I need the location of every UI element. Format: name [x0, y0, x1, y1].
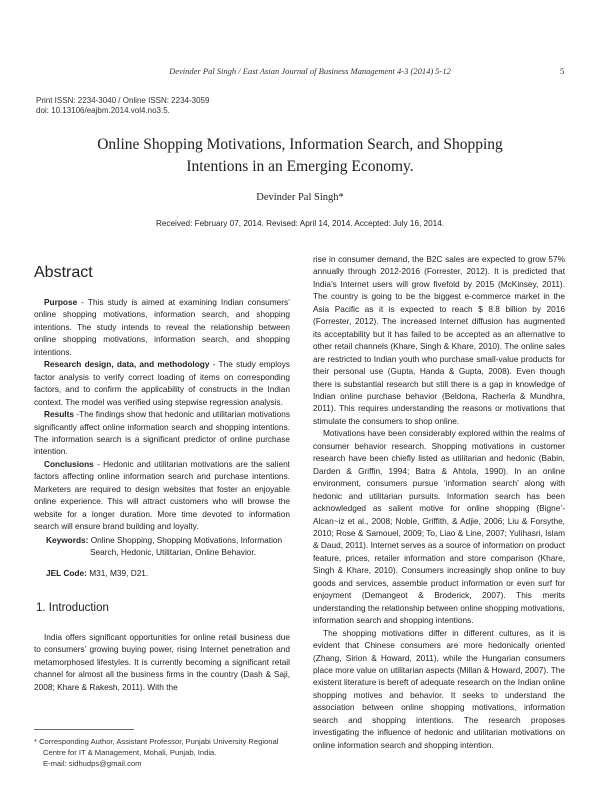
design-label: Research design, data, and methodology: [44, 359, 210, 370]
footnote-divider: [34, 729, 134, 730]
received-dates: Received: February 07, 2014. Revised: April 14, 2014. Accepted: July 16, 2014.: [155, 219, 445, 228]
jel-label: JEL Code:: [46, 568, 87, 578]
intro-paragraph-1: India offers significant opportunities for online retail business due to consumers’ growing buying power, rising Internet penetration and metamorphosed lifestyles. It is currently becoming a significant retail channel for almost all the business firms in the country (Dash & Saji, 2008; Khare & Rakesh, 2011). With the: [34, 632, 290, 692]
footnote-line-1: * Corresponding Author, Assistant Professor, Punjabi University Regional: [34, 737, 279, 746]
running-head: Devinder Pal Singh / East Asian Journal of Business Management 4-3 (2014) 5-12: [169, 66, 451, 76]
right-paragraph-1: rise in consumer demand, the B2C sales are expected to grow 57% annually through 2012-2016 (Forrester, 2012). It is predicted that India’s Internet users will grow fivefold by 2015 (McKinsey, 2011). The country is going to be the biggest e-commerce market in the Asia Pacific as it is expected to reach $ 8.8 billion by 2016 (Forrester, 2012). The increased Internet diffusion has augmented its acceptability but it has failed to be accepted as an alternative to other retail channels (Khare, Singh & Khare, 2010). The online sales are restricted to Indian youth who purchase small-value products for their personal use (Gupta, Handa & Gupta, 2008). Even though there is substantial research but still there is a gap in knowledge of Indian online purchase behavior (Beldona, Racherla & Mundhra, 2011). This requires understanding the reasons or motivations that stimulate the consumers to shop online.: [313, 254, 565, 426]
keywords-label: Keywords:: [46, 535, 89, 545]
abstract-design: [34, 358, 290, 408]
abstract-heading: Abstract: [34, 264, 93, 281]
abstract-conclusions: [34, 458, 290, 533]
purpose-text: - This study is aimed at examining Indian consumers’ online shopping motivations, information search, and shopping intentions. The study intends to reveal the relationship between online shopping motivations, information search, and shopping intentions.: [34, 297, 290, 357]
introduction-body: [34, 631, 290, 693]
keywords-line-1: [46, 534, 290, 546]
design-text: - The study employs factor analysis to verify correct loading of items on corresponding factors, and to confirm the applicability of constructs in the Indian context. The model was verified using stepwise regression analysis.: [34, 359, 290, 407]
abstract-results: [34, 408, 290, 458]
keywords-text-1: Online Shopping, Shopping Motivations, Information: [88, 535, 283, 545]
right-paragraph-2: Motivations have been considerably explored within the realms of consumer behavior research. Shopping motivations in customer research have been chiefly listed as utilitarian and hedonic (Babin, Darden & Griffin, 1994; Batra & Ahtola, 1990). In an online environment, consumers pursue ‘information search’ along with hedonic and utilitarian pursuits. Information search has been acknowledged as salient motive for online shopping (Bigne’-Alcan~iz et al., 2008; Noble, Griffith, & Adjie, 2006; Liu & Forsythe, 2010; Rose & Samouel, 2009; To, Liao & Line, 2007; Yulihasri, Islam & Daud, 2011). Internet serves as a source of information on product feature, prices, retailer information and store comparison (Khare, Singh & Khare, 2010). Consumers increasingly shop online to buy goods and services, assemble product information or even surf for enjoyment (Demangeot & Broderick, 2007). This merits understanding the relationship between online shopping motivations, information search and shopping intentions.: [313, 428, 565, 626]
abstract-purpose: [34, 296, 290, 358]
title-line-1: Online Shopping Motivations, Information Search, and Shopping: [97, 136, 503, 153]
keywords-text-2: Search, Hedonic, Utilitarian, Online Behavior.: [90, 547, 257, 558]
paper-title: [60, 134, 540, 178]
footnote-line-2: Centre for IT & Management, Mohali, Punjab, India.: [43, 748, 217, 757]
purpose-label: Purpose: [44, 297, 78, 307]
right-paragraph-3: The shopping motivations differ in different cultures, as it is evident that Chinese consumers are more hedonically oriented (Zhang, Sirion & Howard, 2011), while the Hungarian consumers place more value on utilitarian aspects (Millan & Howard, 2007). The existent literature is bereft of adequate research on the Indian online shopping motives and behavior. It seeks to understand the association between online shopping motivations, information search and shopping intentions. The research proposes investigating the influence of hedonic and utilitarian motivations on online information search and shopping intention.: [313, 627, 565, 750]
abstract-body: [34, 296, 290, 533]
right-column: [313, 253, 565, 751]
issn-block: [36, 96, 209, 116]
conclusions-label: Conclusions: [44, 458, 94, 469]
introduction-heading: 1. Introduction: [36, 602, 109, 614]
title-line-2: Intentions in an Emerging Economy.: [186, 158, 414, 175]
issn-line: Print ISSN: 2234-3040 / Online ISSN: 2234-3059: [36, 96, 210, 105]
results-label: Results: [44, 409, 74, 420]
doi-line: doi: 10.13106/eajbm.2014.vol4.no3.5.: [36, 106, 170, 115]
footnote: [34, 736, 290, 769]
jel-text: M31, M39, D21.: [86, 568, 149, 578]
page-number: 5: [560, 66, 565, 76]
jel-codes: [46, 568, 148, 578]
footnote-email: E-mail: sidhudps@gmail.com: [43, 759, 142, 768]
conclusions-text: - Hedonic and utilitarian motivations are the salient factors affecting online information search and purchase intentions. Marketers are required to design websites that foster an enjoyable online experience. This will attract customers who will browse the website for a longer duration. More time devoted to information search will ensure brand building and loyalty.: [34, 458, 290, 532]
keywords: [46, 534, 290, 559]
results-text: -The findings show that hedonic and utilitarian motivations significantly affect online information search and shopping intentions. The information search is a significant predictor of online purchase intention.: [34, 409, 290, 457]
author-name: Devinder Pal Singh*: [256, 192, 344, 203]
